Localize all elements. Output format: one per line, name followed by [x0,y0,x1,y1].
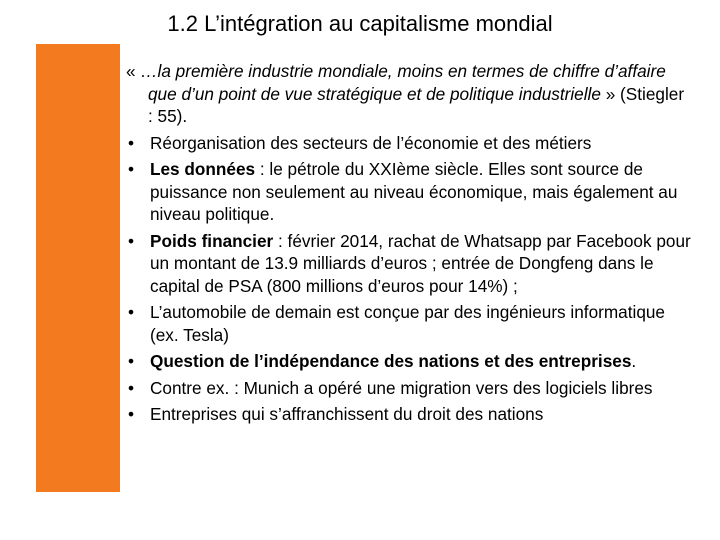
bullet-marker: • [128,230,135,251]
bullet-marker: • [128,377,135,398]
bullet-bold-text: Les données [150,159,256,179]
bullet-text: Contre ex. : Munich a opéré une migration vers des logiciels libres [150,377,653,398]
bullet-item [122,230,692,298]
bullet-text: : février 2014, rachat de Whatsapp par Facebook pour un montant de 13.9 milliards d’euros ; entrée de Dongfeng dans le capital de PSA (800 millions d’euros pour 14%) ; [150,230,691,296]
accent-bar [36,44,120,492]
quote-open: « [126,61,141,81]
bullet-bold-text: Question de l’indépendance des nations et des entreprises [150,351,632,371]
bullet-text: L’automobile de demain est conçue par des ingénieurs informatique (ex. Tesla) [150,302,665,345]
bullet-item [122,377,692,400]
bullet-marker: • [128,132,135,153]
bullet-marker: • [128,404,135,424]
bullet-item [122,301,692,346]
bullet-item [122,403,692,426]
quote-text: …la première industrie mondiale, moins en termes de chiffre d’affaire que d’un point de vue stratégique et de politique industrielle [140,61,666,104]
bullet-item [122,350,692,373]
bullet-bold-text: Poids financier [150,230,274,251]
slide-title: 1.2 L’intégration au capitalisme mondial [167,11,553,36]
bullet-marker: • [128,351,135,371]
bullet-text: Réorganisation des secteurs de l’économie et des métiers [150,132,592,153]
quote-close: » (Stiegler : 55). [148,83,685,126]
bullet-marker: • [128,302,135,322]
quote-paragraph [122,60,692,128]
bullet-text: : le pétrole du XXIème siècle. Elles sont source de puissance non seulement au niveau économique, mais également au niveau politique. [150,159,678,224]
bullet-marker: • [128,159,135,179]
slide-content [122,60,692,426]
bullet-item [122,158,692,226]
bullet-text: Entreprises qui s’affranchissent du droit des nations [150,404,544,424]
bullet-item [122,132,692,155]
bullet-text: . [631,351,637,371]
